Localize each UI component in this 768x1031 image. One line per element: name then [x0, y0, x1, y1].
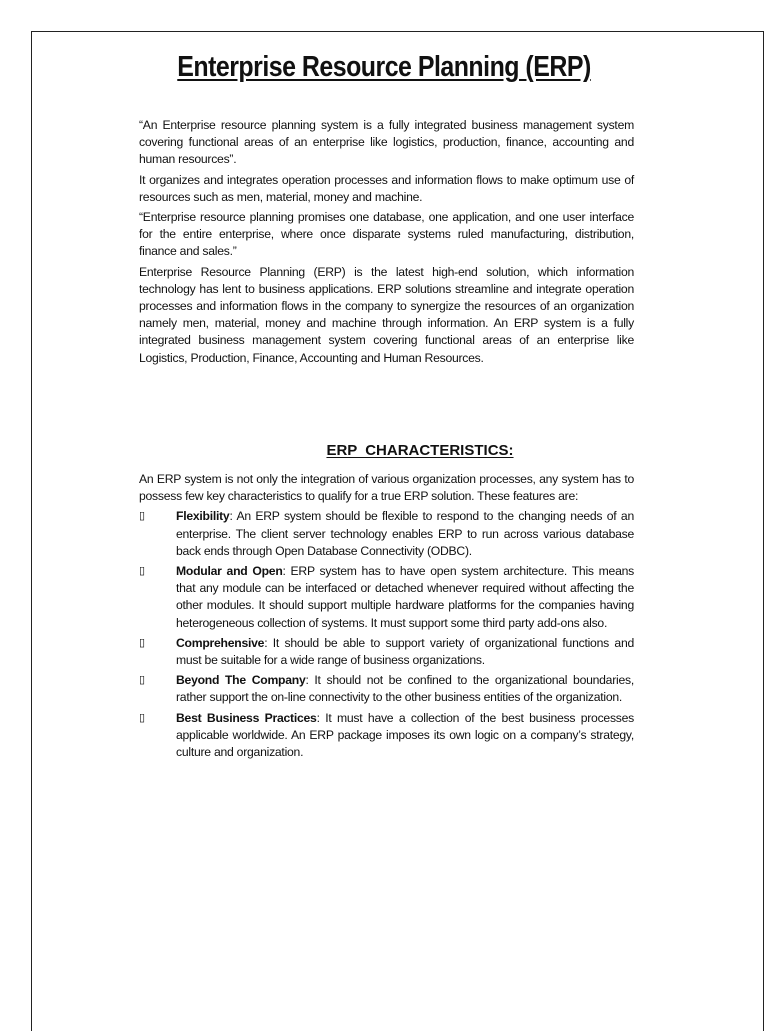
intro-paragraph-2: It organizes and integrates operation processes and information flows to make optimum use of resources such as men, material, money and machine.	[139, 172, 634, 204]
bullet-text: : It should not be confined to the organizational boundaries, rather support the on-line connectivity to the other business entities of the organization.	[176, 673, 634, 705]
characteristics-section	[139, 471, 634, 764]
bullet-text: : It must have a collection of the best business processes applicable worldwide. An ERP package imposes its own logic on a company’s strategy, culture and organization.	[176, 710, 634, 760]
bullet-icon: ▯	[139, 565, 145, 578]
list-item	[139, 508, 634, 560]
intro-section	[139, 117, 634, 370]
bullet-text: : It should be able to support variety of organizational functions and must be suitable for a wide range of business organizations.	[176, 635, 634, 668]
list-item	[139, 710, 634, 762]
bullet-text: : ERP system has to have open system architecture. This means that any module can be interfaced or detached whenever required without affecting the other modules. It should support multiple hardware platforms for the companies having heterogeneous collection of systems. It must support some third party add-ons also.	[176, 564, 634, 630]
bullet-term: Best Business Practices	[176, 710, 317, 725]
bullet-term: Modular and Open	[176, 564, 283, 579]
bullet-icon: ▯	[139, 636, 145, 649]
intro-paragraph-3: “Enterprise resource planning promises one database, one application, and one user interface for the entire enterprise, where once disparate systems ruled manufacturing, distribution, finance and sales.”	[139, 210, 634, 259]
intro-paragraph-4: Enterprise Resource Planning (ERP) is the latest high-end solution, which information technology has lent to business applications. ERP solutions streamline and integrate operation processes and information flows in the company to synergize the resources of an organization namely men, material, money and machine through information. An ERP system is a fully integrated business management system covering functional areas of an enterprise like Logistics, Production, Finance, Accounting and Human Resources.	[139, 264, 634, 365]
list-item	[139, 635, 634, 669]
bullet-term: Beyond The Company	[176, 673, 306, 688]
section-heading: ERP CHARACTERISTICS:	[326, 442, 514, 460]
list-item	[139, 672, 634, 706]
bullet-text: : An ERP system should be flexible to respond to the changing needs of an enterprise. The client server technology enables ERP to run across various database back ends through Open Database Connectivity (ODBC).	[176, 509, 634, 558]
bullet-icon: ▯	[139, 711, 145, 724]
page-title: Enterprise Resource Planning (ERP)	[177, 51, 591, 84]
bullet-icon: ▯	[139, 674, 145, 687]
characteristics-list	[139, 508, 634, 761]
characteristics-intro: An ERP system is not only the integration of various organization processes, any system has to possess few key characteristics to qualify for a true ERP solution. These features are:	[139, 472, 634, 504]
list-item	[139, 563, 634, 632]
intro-paragraph-1: “An Enterprise resource planning system is a fully integrated business management system covering functional areas of an enterprise like logistics, production, finance, accounting and human resources”.	[139, 118, 634, 167]
bullet-term: Comprehensive	[176, 635, 265, 650]
bullet-term: Flexibility	[176, 509, 230, 524]
bullet-icon: ▯	[139, 510, 145, 523]
